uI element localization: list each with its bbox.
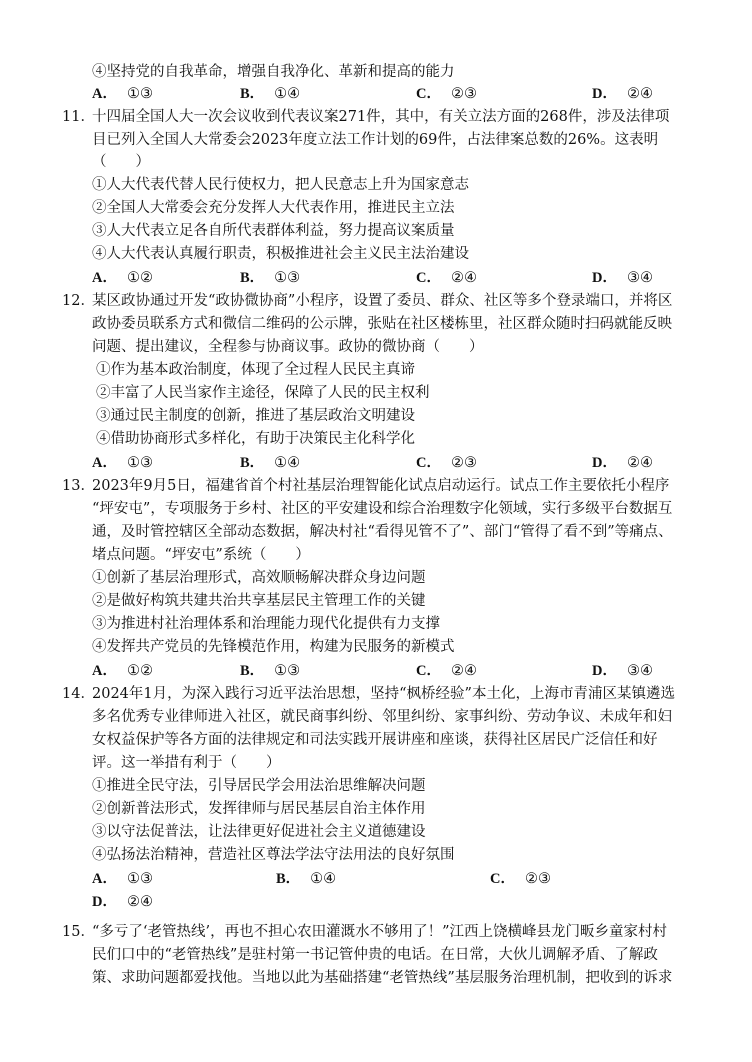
option-text: ①④ — [274, 86, 301, 102]
q10-option-b[interactable] — [240, 84, 300, 104]
q12-stem-line-2: 政协委员联系方式和微信二维码的公示牌，张贴在社区楼栋里，社区群众随时扫码就能反映 — [92, 316, 672, 332]
q10-option-d[interactable] — [592, 84, 653, 104]
q12-number: 12． — [62, 293, 95, 309]
q12-stem-line-1: 某区政协通过开发“政协微协商”小程序，设置了委员、群众、社区等多个登录端口，并将区 — [92, 293, 673, 309]
q11-stem-line-1: 十四届全国人大一次会议收到代表议案271件，其中，有关立法方面的268件，涉及法律项 — [92, 109, 670, 125]
option-text: ①③ — [274, 270, 301, 286]
option-text: ②④ — [126, 894, 153, 910]
q14-option-d[interactable] — [92, 892, 153, 912]
option-label: B． — [240, 455, 265, 471]
option-label: A． — [92, 86, 117, 102]
option-label: D． — [92, 894, 117, 910]
q15-stem-line-2: 民们口中的“老管热线”是驻村第一书记管仲贵的电话。在日常，大伙儿调解矛盾、了解政 — [92, 947, 658, 963]
option-text: ②④ — [450, 663, 477, 679]
q13-statement-3: ③为推进村社治理体系和治理能力现代化提供有力支撑 — [92, 616, 440, 632]
q13-statement-1: ①创新了基层治理形式，高效顺畅解决群众身边问题 — [92, 570, 426, 586]
q13-statement-4: ④发挥共产党员的先锋模范作用，构建为民服务的新模式 — [92, 639, 455, 655]
option-text: ②③ — [450, 86, 477, 102]
q10-option-c[interactable] — [416, 84, 477, 104]
option-text: ①③ — [126, 871, 153, 887]
q14-statement-4: ④弘扬法治精神，营造社区尊法学法守法用法的良好氛围 — [92, 847, 455, 863]
q14-statement-1: ①推进全民守法，引导居民学会用法治思维解决问题 — [92, 778, 426, 794]
option-text: ①④ — [274, 455, 301, 471]
q14-number: 14． — [62, 686, 95, 702]
option-label: A． — [92, 871, 117, 887]
q11-statement-2: ②全国人大常委会充分发挥人大代表作用，推进民主立法 — [92, 200, 455, 216]
q12-stem-line-3: 问题、提出建议，全程参与协商议事。政协的微协商（ ） — [92, 339, 484, 355]
q11-option-d[interactable] — [592, 268, 653, 288]
q12-option-c[interactable] — [416, 453, 477, 473]
q13-statement-2: ②是做好构筑共建共治共享基层民主管理工作的关键 — [92, 593, 426, 609]
q11-option-c[interactable] — [416, 268, 477, 288]
option-label: C． — [490, 871, 515, 887]
q13-number: 13． — [62, 478, 95, 494]
q11-statement-3: ③人大代表立足各自所代表群体利益，努力提高议案质量 — [92, 223, 455, 239]
option-label: A． — [92, 663, 117, 679]
q12-option-d[interactable] — [592, 453, 653, 473]
option-text: ①③ — [126, 86, 153, 102]
q13-option-a[interactable] — [92, 661, 153, 681]
option-label: B． — [276, 871, 301, 887]
q11-statement-1: ①人大代表代替人民行使权力，把人民意志上升为国家意志 — [92, 177, 469, 193]
q13-stem-line-2: “坪安屯”，专项服务于乡村、社区的平安建设和综合治理数字化领域，实行多级平台数据互 — [92, 501, 673, 517]
option-label: C． — [416, 455, 441, 471]
q13-option-d[interactable] — [592, 661, 653, 681]
option-text: ②③ — [450, 455, 477, 471]
option-text: ③④ — [626, 270, 653, 286]
option-label: D． — [592, 455, 617, 471]
q14-option-b[interactable] — [276, 869, 336, 889]
option-label: B． — [240, 270, 265, 286]
q10-statement-4: ④坚持党的自我革命，增强自我净化、革新和提高的能力 — [92, 64, 455, 80]
q14-stem-line-3: 女权益保护等各方面的法律规定和司法实践开展讲座和座谈，获得社区居民广泛信任和好 — [92, 732, 658, 748]
option-label: A． — [92, 270, 117, 286]
q13-stem-line-4: 堵点问题。“坪安屯”系统（ ） — [92, 547, 310, 563]
q11-number: 11． — [62, 109, 95, 125]
q14-option-c[interactable] — [490, 869, 551, 889]
q12-option-a[interactable] — [92, 453, 153, 473]
option-label: C． — [416, 86, 441, 102]
option-label: D． — [592, 663, 617, 679]
q13-stem-line-3: 通，及时管控辖区全部动态数据，解决村社“看得见管不了”、部门“管得了看不到”等痛点、 — [92, 524, 673, 540]
q11-statement-4: ④人大代表认真履行职责，积极推进社会主义民主法治建设 — [92, 246, 469, 262]
q14-statement-2: ②创新普法形式，发挥律师与居民基层自治主体作用 — [92, 801, 426, 817]
option-text: ③④ — [626, 663, 653, 679]
option-label: B． — [240, 663, 265, 679]
q14-option-a[interactable] — [92, 869, 153, 889]
q14-statement-3: ③以守法促普法，让法律更好促进社会主义道德建设 — [92, 824, 426, 840]
q11-option-a[interactable] — [92, 268, 153, 288]
q11-stem-line-2: 目已列入全国人大常委会2023年度立法工作计划的69件，占法律案总数的26%。这表明 — [92, 132, 659, 148]
q12-statement-3: ③通过民主制度的创新，推进了基层政治文明建设 — [96, 408, 415, 424]
option-text: ②④ — [450, 270, 477, 286]
q15-stem-line-3: 策、求助问题都爱找他。当地以此为基础搭建“老管热线”基层服务治理机制，把收到的诉求 — [92, 970, 673, 986]
option-label: B． — [240, 86, 265, 102]
option-text: ①③ — [126, 455, 153, 471]
q12-statement-4: ④借助协商形式多样化，有助于决策民主化科学化 — [96, 431, 415, 447]
option-label: D． — [592, 270, 617, 286]
q12-statement-2: ②丰富了人民当家作主途径，保障了人民的民主权利 — [96, 385, 430, 401]
q12-statement-1: ①作为基本政治制度，体现了全过程人民民主真谛 — [96, 362, 415, 378]
q13-option-b[interactable] — [240, 661, 300, 681]
q11-stem-line-3: （ ） — [92, 154, 150, 170]
option-label: C． — [416, 663, 441, 679]
option-label: C． — [416, 270, 441, 286]
q14-stem-line-1: 2024年1月，为深入践行习近平法治思想，坚持“枫桥经验”本土化，上海市青浦区某镇遴选 — [92, 686, 675, 702]
q14-stem-line-4: 评。这一举措有利于（ ） — [92, 755, 281, 771]
q13-stem-line-1: 2023年9月5日，福建省首个村社基层治理智能化试点启动运行。试点工作主要依托小程序 — [92, 478, 670, 494]
option-label: A． — [92, 455, 117, 471]
option-text: ②④ — [626, 86, 653, 102]
option-label: D． — [592, 86, 617, 102]
option-text: ②④ — [626, 455, 653, 471]
q13-option-c[interactable] — [416, 661, 477, 681]
q11-option-b[interactable] — [240, 268, 300, 288]
option-text: ①② — [126, 663, 153, 679]
q14-stem-line-2: 多名优秀专业律师进入社区，就民商事纠纷、邻里纠纷、家事纠纷、劳动争议、未成年和妇 — [92, 709, 672, 725]
q15-number: 15． — [62, 924, 95, 940]
option-text: ①③ — [274, 663, 301, 679]
option-text: ①④ — [310, 871, 337, 887]
q15-stem-line-1: “多亏了‘老管热线’，再也不担心农田灌溉水不够用了！”江西上饶横峰县龙门畈乡童家村村 — [92, 924, 668, 940]
q10-option-a[interactable] — [92, 84, 153, 104]
q12-option-b[interactable] — [240, 453, 300, 473]
option-text: ②③ — [524, 871, 551, 887]
option-text: ①② — [126, 270, 153, 286]
